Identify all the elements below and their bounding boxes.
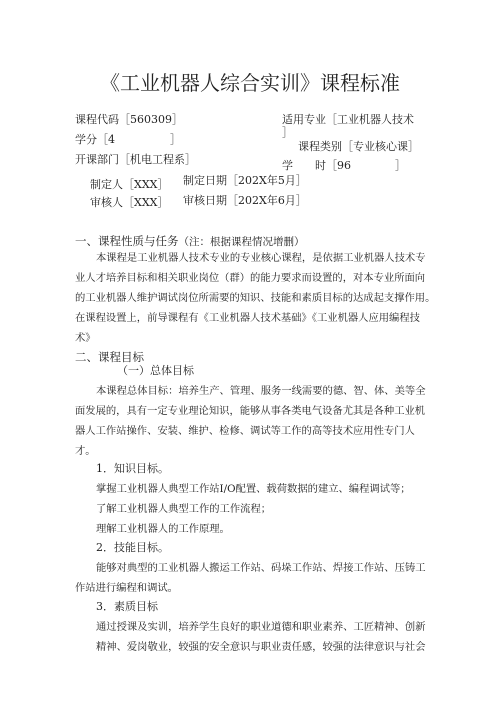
skill-line: 能够对典型的工业机器人搬运工作站、码垛工作站、焊接工作站、压铸工: [96, 562, 426, 574]
skill-goal-heading: 2．技能目标。: [96, 541, 169, 554]
knowledge-item: 了解工业机器人典型工作的工作流程；: [96, 503, 272, 515]
section2-heading: 二、课程目标: [75, 350, 144, 364]
department: 开课部门［机电工程系］: [75, 153, 196, 166]
overall-line: 器人工作站操作、安装、维护、检修、调试等工作的高等技术应用性专门人: [75, 425, 415, 437]
overall-line: 才。: [75, 445, 96, 457]
applicable-major-cont: ］: [282, 126, 293, 139]
author: 制定人［XXX］: [90, 178, 169, 191]
section1-line: 术》: [75, 332, 96, 344]
document-title: 《工业机器人综合实训》课程标准: [100, 71, 400, 95]
overall-line: 本课程总体目标：培养生产、管理、服务一线需要的德、智、体、美等全: [96, 385, 426, 397]
section1-line: 业人才培养目标和相关职业岗位（群）的能力要求而设置的，对本专业所面向: [75, 272, 426, 284]
date-reviewed: 审核日期［202X年6月］: [183, 194, 307, 207]
section1-line: 的工业机器人维护调试岗位所需要的知识、技能和素质目标的达成起支撑作用。: [75, 292, 436, 304]
applicable-major: 适用专业［工业机器人技术: [282, 113, 414, 126]
section1-title: 一、课程性质与任务: [75, 234, 179, 248]
quality-goal-heading: 3．素质目标: [96, 600, 158, 613]
quality-line: 通过授课及实训，培养学生良好的职业道德和职业素养、工匠精神、创新: [96, 621, 426, 633]
reviewer: 审核人［XXX］: [90, 196, 169, 209]
overall-line: 面发展的，具有一定专业理论知识，能够从事各类电气设备尤其是各种工业机: [75, 405, 426, 417]
course-category: 课程类别［专业核心课］: [298, 140, 419, 153]
section1-line: 在课程设置上，前导课程有《工业机器人技术基础》《工业机器人应用编程技: [75, 312, 420, 324]
class-hours: 学 时［96 ］: [282, 159, 406, 172]
section1-note: （注：根据课程情况增删）: [178, 236, 305, 248]
knowledge-goal-heading: 1．知识目标。: [96, 462, 169, 475]
skill-line: 作站进行编程和调试。: [75, 582, 178, 594]
section1-line: 本课程是工业机器人技术专业的专业核心课程，是依据工业机器人技术专: [96, 252, 426, 264]
section1-heading: [75, 233, 305, 249]
overall-goal-subheading: （一）总体目标: [117, 364, 194, 377]
course-code: 课程代码［560309］: [75, 113, 183, 126]
knowledge-item: 理解工业机器人的工作原理。: [96, 523, 230, 535]
credits: 学分［4 ］: [75, 133, 181, 146]
quality-line: 精神、爱岗敬业，较强的安全意识与职业责任感，较强的法律意识与社会: [96, 641, 426, 653]
knowledge-item: 掌握工业机器人典型工作站I/O配置、载荷数据的建立、编程调试等；: [96, 483, 411, 495]
date-made: 制定日期［202X年5月］: [183, 174, 307, 187]
